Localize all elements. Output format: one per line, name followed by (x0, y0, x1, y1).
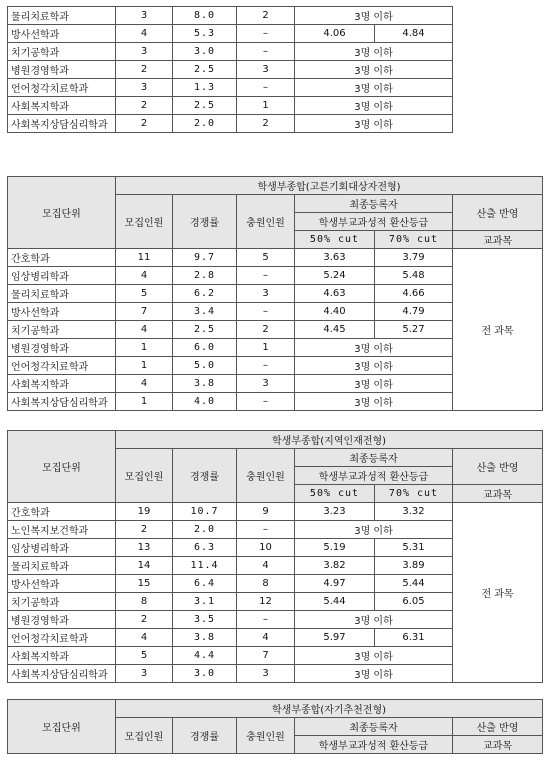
fill-count: 12 (237, 593, 295, 611)
grade-cut50: 4.40 (295, 303, 375, 321)
recruit-count: 1 (116, 357, 173, 375)
grade-cut70: 5.27 (375, 321, 453, 339)
recruit-count: 2 (116, 97, 173, 115)
recruit-count: 3 (116, 43, 173, 61)
grade-cut70: 3.79 (375, 249, 453, 267)
competition-ratio: 2.0 (173, 521, 237, 539)
table-row (8, 43, 543, 61)
competition-ratio: 9.7 (173, 249, 237, 267)
recruit-count: 11 (116, 249, 173, 267)
header-ratio: 경쟁률 (173, 718, 237, 754)
table-row (8, 7, 543, 25)
grade-cut50: 4.45 (295, 321, 375, 339)
fill-count: 1 (237, 339, 295, 357)
empty-cell (453, 115, 543, 133)
fill-count: 2 (237, 321, 295, 339)
header-recruit: 모집인원 (116, 718, 173, 754)
grade-note: 3명 이하 (295, 43, 453, 61)
department-name: 임상병리학과 (8, 539, 116, 557)
grade-cut70: 4.66 (375, 285, 453, 303)
competition-ratio: 3.4 (173, 303, 237, 321)
competition-ratio: 2.5 (173, 321, 237, 339)
fill-count: 3 (237, 61, 295, 79)
header-final-l1: 최종등록자 (295, 195, 453, 213)
competition-ratio: 8.0 (173, 7, 237, 25)
grade-note: 3명 이하 (295, 79, 453, 97)
recruit-count: 4 (116, 375, 173, 393)
competition-ratio: 2.8 (173, 267, 237, 285)
competition-ratio: 3.5 (173, 611, 237, 629)
recruit-count: 4 (116, 629, 173, 647)
grade-cut50: 5.97 (295, 629, 375, 647)
department-name: 언어청각치료학과 (8, 79, 116, 97)
grade-cut70: 6.05 (375, 593, 453, 611)
competition-ratio: 4.4 (173, 647, 237, 665)
department-name: 노인복지보건학과 (8, 521, 116, 539)
table-title: 학생부종합(고른기회대상자전형) (116, 177, 543, 195)
department-name: 병원경영학과 (8, 611, 116, 629)
grade-cut50: 4.06 (295, 25, 375, 43)
header-unit: 모집단위 (8, 700, 116, 754)
header-final-l1: 최종등록자 (295, 449, 453, 467)
table-row (8, 503, 543, 521)
fill-count: 7 (237, 647, 295, 665)
competition-ratio: 6.3 (173, 539, 237, 557)
fill-count: 2 (237, 7, 295, 25)
fill-count: 3 (237, 285, 295, 303)
grade-cut50: 3.82 (295, 557, 375, 575)
fill-count: – (237, 43, 295, 61)
recruit-count: 2 (116, 61, 173, 79)
grade-note: 3명 이하 (295, 115, 453, 133)
recruit-count: 3 (116, 665, 173, 683)
subject-cell: 전 과목 (453, 503, 543, 683)
empty-cell (453, 25, 543, 43)
table-title: 학생부종합(지역인재전형) (116, 431, 543, 449)
grade-cut50: 5.19 (295, 539, 375, 557)
fill-count: 5 (237, 249, 295, 267)
header-fill: 충원인원 (237, 195, 295, 249)
competition-ratio: 3.8 (173, 629, 237, 647)
header-subject-l1: 산출 반영 (453, 195, 543, 231)
department-name: 방사선학과 (8, 303, 116, 321)
recruit-count: 4 (116, 25, 173, 43)
table-row (8, 97, 543, 115)
grade-note: 3명 이하 (295, 521, 453, 539)
header-cut50: 50% cut (295, 485, 375, 503)
department-name: 언어청각치료학과 (8, 357, 116, 375)
department-name: 사회복지상담심리학과 (8, 393, 116, 411)
table-jagi-chucheon (7, 699, 543, 754)
fill-count: – (237, 79, 295, 97)
header-subject-l1: 산출 반영 (453, 449, 543, 485)
header-cut70: 70% cut (375, 231, 453, 249)
grade-cut50: 5.44 (295, 593, 375, 611)
competition-ratio: 2.0 (173, 115, 237, 133)
header-fill: 충원인원 (237, 718, 295, 754)
recruit-count: 19 (116, 503, 173, 521)
table-fragment-top (7, 6, 543, 133)
table-row (8, 249, 543, 267)
grade-note: 3명 이하 (295, 61, 453, 79)
recruit-count: 4 (116, 267, 173, 285)
grade-cut70: 4.84 (375, 25, 453, 43)
department-name: 치기공학과 (8, 43, 116, 61)
competition-ratio: 5.0 (173, 357, 237, 375)
grade-note: 3명 이하 (295, 393, 453, 411)
competition-ratio: 6.0 (173, 339, 237, 357)
table-row (8, 79, 543, 97)
header-recruit: 모집인원 (116, 195, 173, 249)
header-final-l1: 최종등록자 (295, 718, 453, 736)
header-final-l2: 학생부교과성적 환산등급 (295, 213, 453, 231)
header-fill: 충원인원 (237, 449, 295, 503)
header-subject-l2: 교과목 (453, 231, 543, 249)
grade-cut50: 4.97 (295, 575, 375, 593)
table-title: 학생부종합(자기추천전형) (116, 700, 543, 718)
recruit-count: 2 (116, 521, 173, 539)
fill-count: 3 (237, 375, 295, 393)
fill-count: 9 (237, 503, 295, 521)
department-name: 치기공학과 (8, 593, 116, 611)
recruit-count: 1 (116, 393, 173, 411)
recruit-count: 5 (116, 647, 173, 665)
fill-count: – (237, 521, 295, 539)
recruit-count: 3 (116, 7, 173, 25)
department-name: 간호학과 (8, 503, 116, 521)
header-final-l2: 학생부교과성적 환산등급 (295, 736, 453, 754)
empty-cell (453, 79, 543, 97)
competition-ratio: 3.0 (173, 43, 237, 61)
department-name: 방사선학과 (8, 575, 116, 593)
header-unit: 모집단위 (8, 177, 116, 249)
department-name: 물리치료학과 (8, 557, 116, 575)
fill-count: – (237, 25, 295, 43)
table-row (8, 61, 543, 79)
table-jiyeok-injae (7, 430, 543, 683)
header-cut70: 70% cut (375, 485, 453, 503)
department-name: 사회복지학과 (8, 647, 116, 665)
competition-ratio: 10.7 (173, 503, 237, 521)
grade-cut70: 6.31 (375, 629, 453, 647)
empty-cell (453, 97, 543, 115)
competition-ratio: 4.0 (173, 393, 237, 411)
competition-ratio: 3.0 (173, 665, 237, 683)
department-name: 방사선학과 (8, 25, 116, 43)
department-name: 사회복지상담심리학과 (8, 665, 116, 683)
fill-count: 3 (237, 665, 295, 683)
competition-ratio: 2.5 (173, 61, 237, 79)
fill-count: 1 (237, 97, 295, 115)
grade-cut70: 5.48 (375, 267, 453, 285)
competition-ratio: 3.1 (173, 593, 237, 611)
recruit-count: 13 (116, 539, 173, 557)
department-name: 병원경영학과 (8, 61, 116, 79)
fill-count: – (237, 611, 295, 629)
competition-ratio: 6.2 (173, 285, 237, 303)
fill-count: 4 (237, 629, 295, 647)
header-ratio: 경쟁률 (173, 449, 237, 503)
department-name: 병원경영학과 (8, 339, 116, 357)
recruit-count: 5 (116, 285, 173, 303)
recruit-count: 3 (116, 79, 173, 97)
empty-cell (453, 61, 543, 79)
header-subject-l1: 산출 반영 (453, 718, 543, 736)
fill-count: – (237, 267, 295, 285)
table-row (8, 115, 543, 133)
grade-note: 3명 이하 (295, 375, 453, 393)
fill-count: 2 (237, 115, 295, 133)
recruit-count: 2 (116, 115, 173, 133)
recruit-count: 1 (116, 339, 173, 357)
department-name: 사회복지상담심리학과 (8, 115, 116, 133)
grade-cut70: 3.32 (375, 503, 453, 521)
header-unit: 모집단위 (8, 431, 116, 503)
grade-cut50: 3.63 (295, 249, 375, 267)
grade-note: 3명 이하 (295, 339, 453, 357)
competition-ratio: 6.4 (173, 575, 237, 593)
recruit-count: 14 (116, 557, 173, 575)
competition-ratio: 11.4 (173, 557, 237, 575)
department-name: 물리치료학과 (8, 7, 116, 25)
table-goreun-gihoe (7, 176, 543, 411)
header-cut50: 50% cut (295, 231, 375, 249)
recruit-count: 2 (116, 611, 173, 629)
department-name: 물리치료학과 (8, 285, 116, 303)
header-recruit: 모집인원 (116, 449, 173, 503)
competition-ratio: 3.8 (173, 375, 237, 393)
fill-count: – (237, 303, 295, 321)
grade-cut70: 4.79 (375, 303, 453, 321)
department-name: 간호학과 (8, 249, 116, 267)
competition-ratio: 2.5 (173, 97, 237, 115)
recruit-count: 15 (116, 575, 173, 593)
grade-note: 3명 이하 (295, 357, 453, 375)
empty-cell (453, 43, 543, 61)
department-name: 사회복지학과 (8, 375, 116, 393)
grade-cut70: 5.31 (375, 539, 453, 557)
recruit-count: 7 (116, 303, 173, 321)
recruit-count: 4 (116, 321, 173, 339)
grade-note: 3명 이하 (295, 647, 453, 665)
grade-cut70: 5.44 (375, 575, 453, 593)
fill-count: 10 (237, 539, 295, 557)
fill-count: 8 (237, 575, 295, 593)
header-ratio: 경쟁률 (173, 195, 237, 249)
header-subject-l2: 교과목 (453, 485, 543, 503)
grade-note: 3명 이하 (295, 665, 453, 683)
fill-count: – (237, 393, 295, 411)
header-final-l2: 학생부교과성적 환산등급 (295, 467, 453, 485)
grade-note: 3명 이하 (295, 7, 453, 25)
competition-ratio: 1.3 (173, 79, 237, 97)
grade-note: 3명 이하 (295, 97, 453, 115)
table-row (8, 25, 543, 43)
department-name: 임상병리학과 (8, 267, 116, 285)
department-name: 사회복지학과 (8, 97, 116, 115)
subject-cell: 전 과목 (453, 249, 543, 411)
grade-cut50: 4.63 (295, 285, 375, 303)
fill-count: 4 (237, 557, 295, 575)
header-subject-l2: 교과목 (453, 736, 543, 754)
grade-note: 3명 이하 (295, 611, 453, 629)
empty-cell (453, 7, 543, 25)
grade-cut50: 3.23 (295, 503, 375, 521)
fill-count: – (237, 357, 295, 375)
grade-cut70: 3.89 (375, 557, 453, 575)
department-name: 언어청각치료학과 (8, 629, 116, 647)
recruit-count: 8 (116, 593, 173, 611)
competition-ratio: 5.3 (173, 25, 237, 43)
grade-cut50: 5.24 (295, 267, 375, 285)
department-name: 치기공학과 (8, 321, 116, 339)
